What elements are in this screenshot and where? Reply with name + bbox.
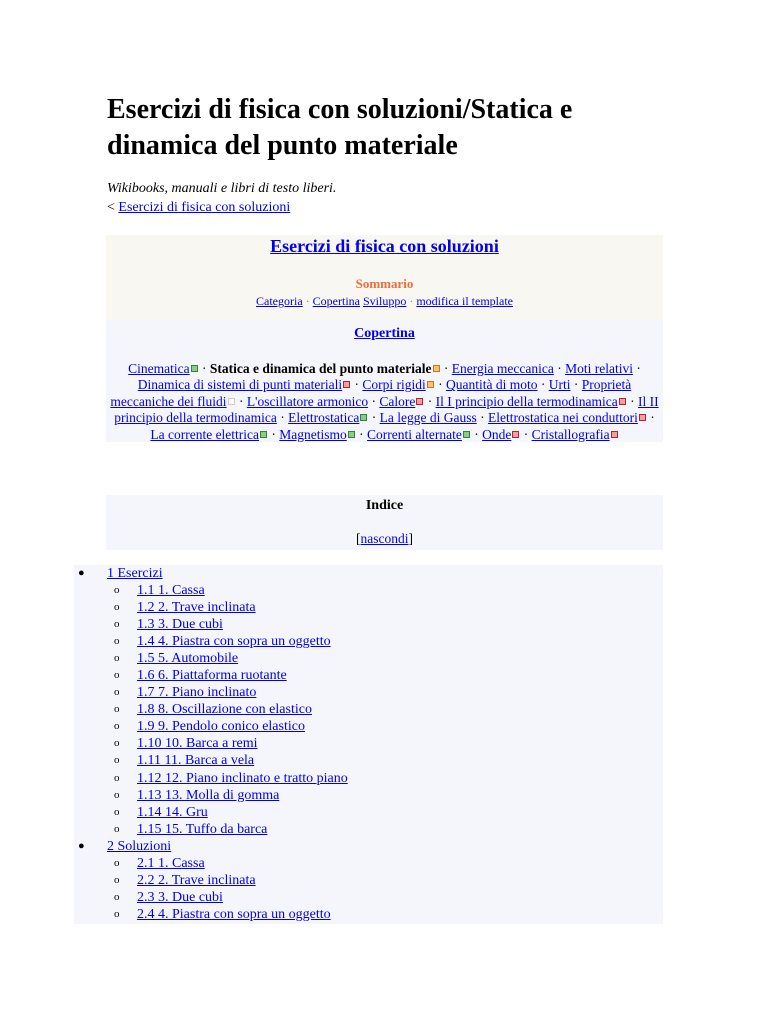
navbox-chapter-list <box>110 361 659 443</box>
navbox-chapter-link[interactable]: La corrente elettrica <box>150 426 260 442</box>
circle-bullet-icon: o <box>114 856 120 869</box>
toc-subsection <box>74 633 663 650</box>
navbox-chapter-link[interactable]: Quantità di moto <box>445 377 538 393</box>
navbox-chapter-link[interactable]: Cinematica <box>128 361 190 376</box>
breadcrumb <box>107 199 290 217</box>
navbox-header <box>106 235 663 320</box>
toc-subsection-link[interactable]: 1.14 14. Gru <box>137 804 208 820</box>
progress-status-icon <box>611 431 618 438</box>
toc-subsection-link[interactable]: 1.8 8. Oscillazione con elastico <box>137 702 312 718</box>
progress-status-icon <box>260 431 267 438</box>
toc-subsection <box>74 718 663 735</box>
toc-bracket-close: ] <box>408 531 413 546</box>
navbox-chapter-link[interactable]: Elettrostatica nei conduttori <box>487 410 638 426</box>
separator: · <box>646 410 655 426</box>
separator: · <box>368 410 380 426</box>
toc-subsection-link[interactable]: 2.2 2. Trave inclinata <box>137 872 256 888</box>
separator: · <box>626 393 639 409</box>
toc-subsection <box>74 889 663 906</box>
separator: · <box>351 377 363 393</box>
navbox-chapter-link[interactable]: La legge di Gauss <box>379 410 477 426</box>
toc-subsection-link[interactable]: 2.1 1. Cassa <box>137 855 205 871</box>
navbox-body <box>106 320 663 442</box>
toc-subsection <box>74 872 663 889</box>
navbox-link-modifica[interactable]: modifica il template <box>416 294 513 308</box>
progress-status-icon <box>639 414 646 421</box>
separator: · <box>355 426 368 442</box>
toc-subsection-link[interactable]: 1.4 4. Piastra con sopra un oggetto <box>137 634 331 650</box>
toc-hide-link[interactable]: nascondi <box>360 531 409 546</box>
toc-subsection-link[interactable]: 1.2 2. Trave inclinata <box>137 600 256 616</box>
circle-bullet-icon: o <box>114 584 120 596</box>
circle-bullet-icon: o <box>114 737 120 750</box>
toc-subsection-link[interactable]: 1.7 7. Piano inclinato <box>137 685 257 701</box>
toc-title: Indice <box>365 498 404 513</box>
circle-bullet-icon: o <box>114 822 120 835</box>
navbox-chapter-link[interactable]: L'oscillatore armonico <box>246 393 369 409</box>
circle-bullet-icon: o <box>114 669 120 682</box>
navbox-template-links <box>106 294 663 308</box>
toc-subsection <box>74 787 663 804</box>
navbox-copertina-link[interactable]: Copertina <box>354 326 415 341</box>
separator: · <box>553 361 566 376</box>
toc-section <box>74 838 663 855</box>
toc-subsection <box>74 821 663 838</box>
separator: · <box>520 426 532 442</box>
toc-subsection <box>74 650 663 667</box>
progress-status-icon <box>512 431 519 438</box>
separator: · <box>305 294 310 308</box>
site-tagline: Wikibooks, manuali e libri di testo liberi. <box>107 181 337 196</box>
separator: · <box>470 426 483 442</box>
separator: · <box>368 393 380 409</box>
navbox-sommario-label: Sommario <box>355 276 414 291</box>
toc-subsection <box>74 582 663 599</box>
toc-subsection-link[interactable]: 1.15 15. Tuffo da barca <box>137 821 268 837</box>
separator: · <box>434 377 446 393</box>
separator: · <box>268 426 280 442</box>
circle-bullet-icon: o <box>114 771 120 784</box>
navbox-chapter-link[interactable]: Onde <box>482 426 512 442</box>
circle-bullet-icon: o <box>114 720 120 733</box>
circle-bullet-icon: o <box>114 601 120 614</box>
table-of-contents-list <box>74 565 663 924</box>
navbox-chapter-link[interactable]: Calore <box>379 393 416 409</box>
progress-status-icon <box>228 398 235 405</box>
navbox-chapter-link[interactable]: Correnti alternate <box>367 426 462 442</box>
toc-subsection <box>74 855 663 872</box>
progress-status-icon <box>360 414 367 421</box>
separator: · <box>235 393 247 409</box>
toc-bracket-open: [ <box>356 531 361 546</box>
table-of-contents-header <box>106 495 663 550</box>
toc-subsection-link[interactable]: 1.1 1. Cassa <box>137 583 205 598</box>
toc-subsection-list <box>74 582 663 838</box>
toc-subsection <box>74 599 663 616</box>
progress-status-icon <box>343 381 350 388</box>
progress-status-icon <box>416 398 423 405</box>
toc-subsection-link[interactable]: 1.5 5. Automobile <box>137 651 239 667</box>
toc-subsection-link[interactable]: 1.12 12. Piano inclinato e tratto piano <box>137 770 348 786</box>
navbox-chapter-link[interactable]: Cristallografia <box>531 426 610 442</box>
breadcrumb-parent-link[interactable]: Esercizi di fisica con soluzioni <box>118 200 291 215</box>
toc-subsection-link[interactable]: 1.9 9. Pendolo conico elastico <box>137 719 305 735</box>
toc-toggle <box>106 530 663 547</box>
separator: · <box>476 410 488 426</box>
navbox-link-sviluppo[interactable]: Sviluppo <box>363 294 407 308</box>
bullet-icon: ● <box>78 839 85 852</box>
toc-section-link[interactable]: 1 Esercizi <box>107 566 163 581</box>
navbox-chapter-link[interactable]: Corpi rigidi <box>362 377 426 393</box>
separator: · <box>632 361 641 376</box>
navbox-link-copertina[interactable]: Copertina <box>312 294 360 308</box>
separator: · <box>440 361 452 376</box>
toc-subsection <box>74 616 663 633</box>
navbox-current-chapter: Statica e dinamica del punto materiale <box>209 361 432 376</box>
toc-subsection <box>74 906 663 923</box>
separator: · <box>570 377 582 393</box>
navbox-chapter-link[interactable]: Proprietà meccaniche dei fluidi <box>110 377 632 409</box>
separator: · <box>198 361 210 376</box>
progress-status-icon <box>463 431 470 438</box>
toc-section-link[interactable]: 2 Soluzioni <box>107 838 172 854</box>
circle-bullet-icon: o <box>114 873 120 886</box>
circle-bullet-icon: o <box>114 805 120 818</box>
circle-bullet-icon: o <box>114 890 120 903</box>
separator: · <box>276 410 289 426</box>
toc-subsection-link[interactable]: 2.4 4. Piastra con sopra un oggetto <box>137 906 331 922</box>
toc-subsection-link[interactable]: 1.6 6. Piattaforma ruotante <box>137 668 287 684</box>
toc-subsection <box>74 752 663 769</box>
navbox-title-link[interactable]: Esercizi di fisica con soluzioni <box>270 236 499 256</box>
circle-bullet-icon: o <box>114 703 120 716</box>
progress-status-icon <box>433 365 440 372</box>
toc-subsection-link[interactable]: 1.3 3. Due cubi <box>137 617 223 633</box>
progress-status-icon <box>427 381 434 388</box>
toc-subsection <box>74 684 663 701</box>
toc-subsection <box>74 804 663 821</box>
page-title: Esercizi di fisica con soluzioni/Statica e dinamica del punto materiale <box>107 94 573 161</box>
navbox-chapter-link[interactable]: Magnetismo <box>279 426 347 442</box>
toc-section <box>74 565 663 582</box>
toc-subsection <box>74 667 663 684</box>
breadcrumb-arrow: < <box>107 200 119 215</box>
progress-status-icon <box>191 365 198 372</box>
toc-subsection <box>74 735 663 752</box>
navbox-chapter-link[interactable]: Elettrostatica <box>288 410 360 426</box>
circle-bullet-icon: o <box>114 788 120 801</box>
circle-bullet-icon: o <box>114 686 120 699</box>
navbox-chapter-link[interactable]: Dinamica di sistemi di punti materiali <box>137 377 343 393</box>
circle-bullet-icon: o <box>114 754 120 767</box>
toc-subsection-link[interactable]: 2.3 3. Due cubi <box>137 889 223 905</box>
circle-bullet-icon: o <box>114 652 120 665</box>
navbox-chapter-link[interactable]: Il I principio della termodinamica <box>435 393 618 409</box>
toc-subsection-link[interactable]: 1.11 11. Barca a vela <box>137 753 255 769</box>
navbox-chapter-link[interactable]: Energia meccanica <box>451 361 554 376</box>
navigation-template-box <box>106 235 663 442</box>
progress-status-icon <box>348 431 355 438</box>
separator: · <box>537 377 549 393</box>
circle-bullet-icon: o <box>114 907 120 920</box>
separator: · <box>409 294 414 308</box>
toc-subsection-list <box>74 855 663 923</box>
separator: · <box>424 393 436 409</box>
toc-sections <box>74 565 663 923</box>
progress-status-icon <box>619 398 626 405</box>
navbox-link-categoria[interactable]: Categoria <box>256 294 303 308</box>
toc-subsection <box>74 770 663 787</box>
navbox-chapter-link[interactable]: Urti <box>548 377 571 393</box>
toc-subsection-link[interactable]: 1.13 13. Molla di gomma <box>137 787 280 803</box>
toc-subsection <box>74 701 663 718</box>
bullet-icon: ● <box>78 567 85 579</box>
toc-subsection-link[interactable]: 1.10 10. Barca a remi <box>137 736 258 752</box>
navbox-chapter-link[interactable]: Il II principio della termodinamica <box>114 393 659 426</box>
circle-bullet-icon: o <box>114 635 120 648</box>
circle-bullet-icon: o <box>114 618 120 631</box>
navbox-chapter-link[interactable]: Moti relativi <box>565 361 633 376</box>
